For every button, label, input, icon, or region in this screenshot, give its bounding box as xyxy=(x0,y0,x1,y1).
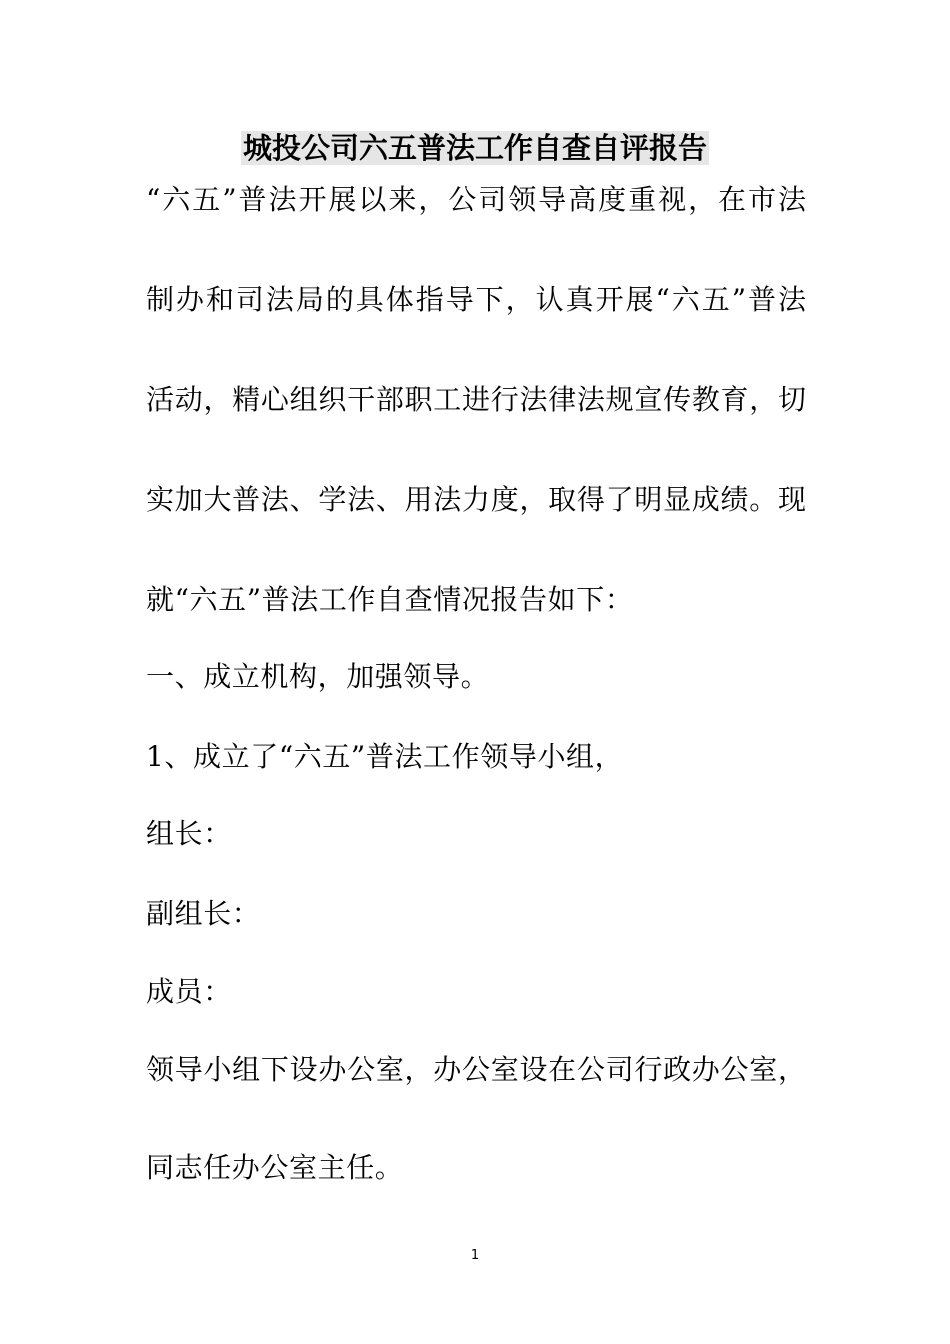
deputy-leader-label: 副组长： xyxy=(146,897,261,930)
body-line-11: 领导小组下设办公室，办公室设在公司行政办公室， xyxy=(146,1053,806,1086)
page-number: 1 xyxy=(470,1248,480,1263)
body-line-1: “六五”普法开展以来，公司领导高度重视，在市法 xyxy=(146,183,806,216)
body-line-4: 实加大普法、学法、用法力度，取得了明显成绩。现 xyxy=(146,483,806,516)
leader-label: 组长： xyxy=(146,817,232,850)
body-line-5: 就“六五”普法工作自查情况报告如下： xyxy=(146,583,634,616)
members-label: 成员： xyxy=(146,975,232,1008)
document-title-text: 城投公司六五普法工作自查自评报告 xyxy=(242,131,707,165)
body-line-3: 活动，精心组织干部职工进行法律法规宣传教育，切 xyxy=(146,383,806,416)
document-title xyxy=(0,128,950,168)
body-line-12: 同志任办公室主任。 xyxy=(146,1151,404,1184)
list-item-1: 1、成立了“六五”普法工作领导小组， xyxy=(146,740,624,773)
body-line-2: 制办和司法局的具体指导下，认真开展“六五”普法 xyxy=(146,283,806,316)
section-heading-1: 一、成立机构，加强领导。 xyxy=(146,660,490,693)
